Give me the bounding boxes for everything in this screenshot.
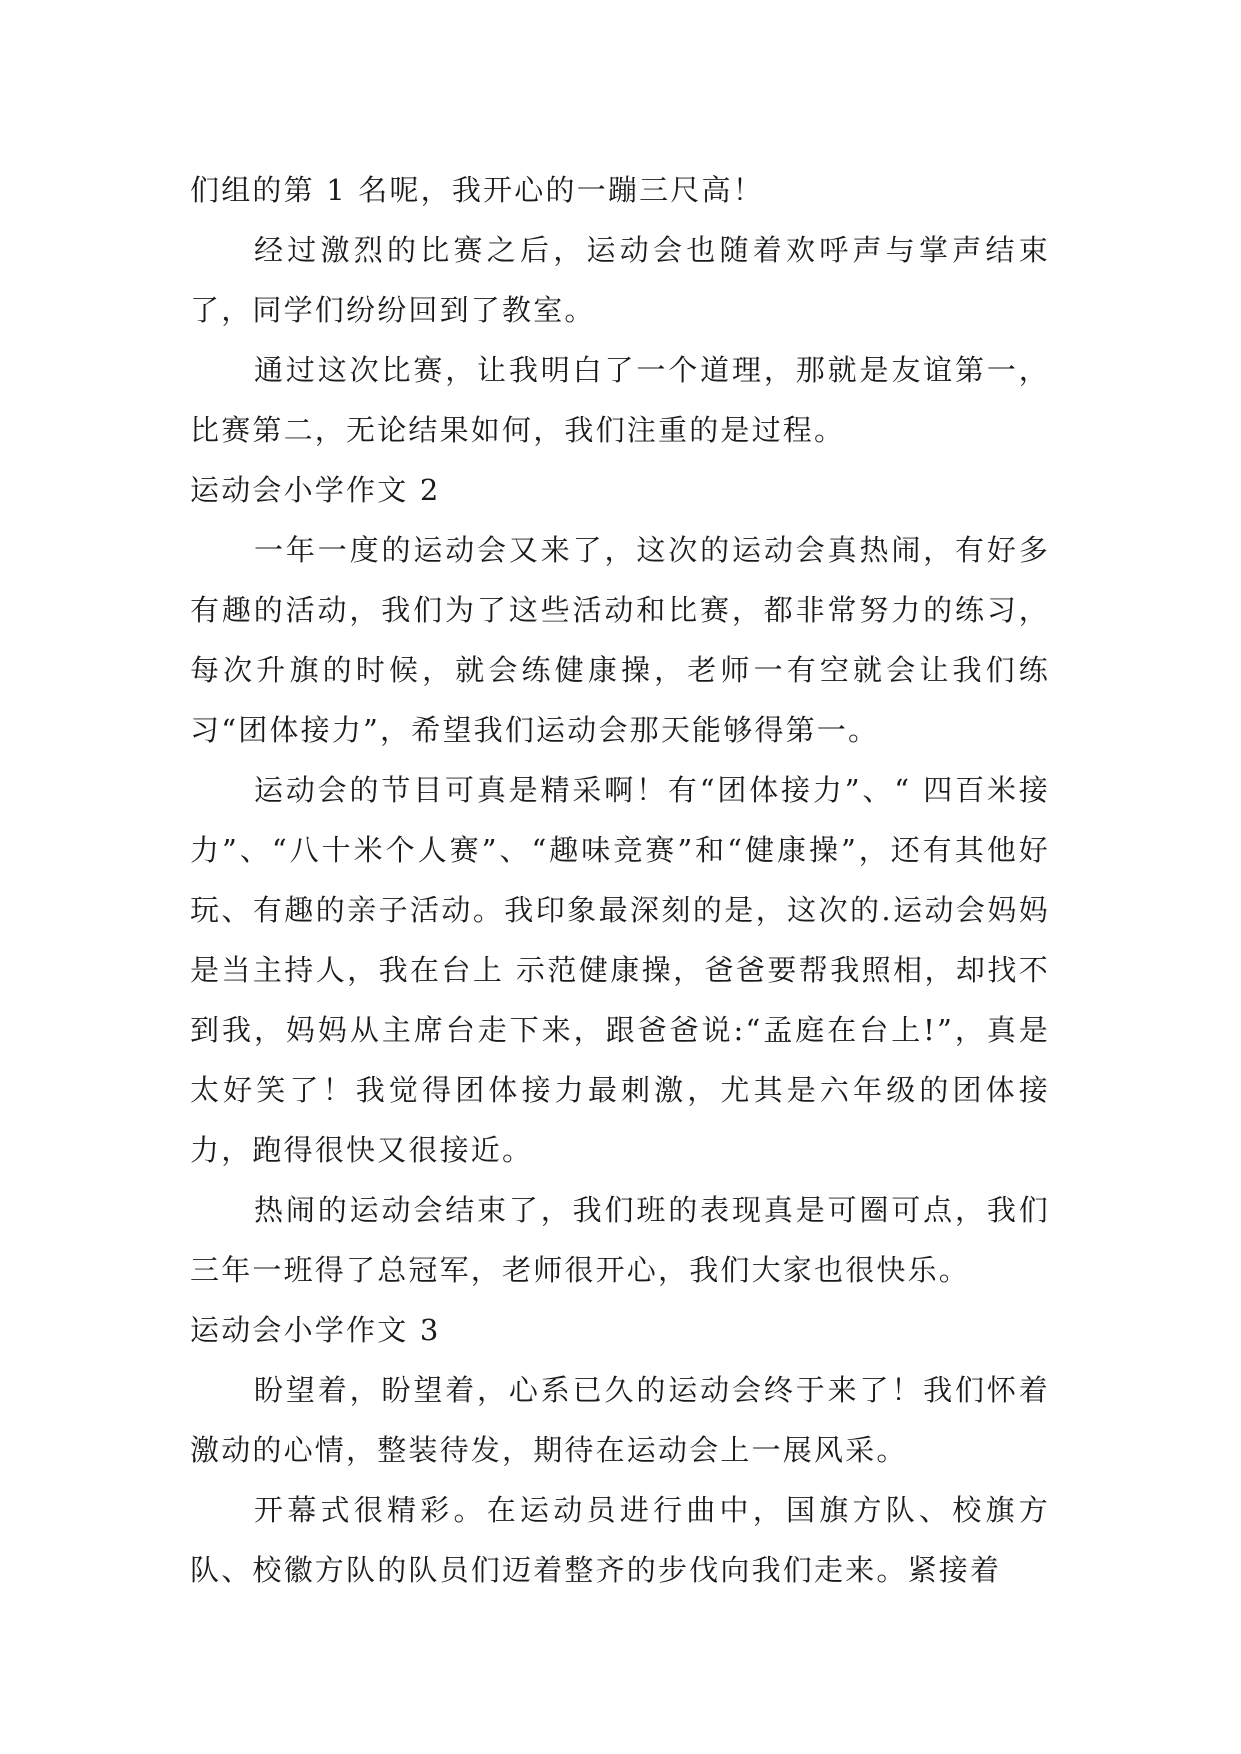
paragraph: 们组的第 1 名呢，我开心的一蹦三尺高！ (190, 173, 764, 207)
paragraph: 通过这次比赛，让我明白了一个道理，那就是友谊第一，比赛第二，无论结果如何，我们注重的是过程。 (190, 353, 1050, 447)
paragraph: 开幕式很精彩。在运动员进行曲中，国旗方队、校旗方队、校徽方队的队员们迈着整齐的步伐向我们走来。紧接着 (190, 1493, 1050, 1587)
document-body (190, 160, 1050, 1600)
paragraph: 盼望着，盼望着，心系已久的运动会终于来了！我们怀着激动的心情，整装待发，期待在运动会上一展风采。 (190, 1373, 1050, 1467)
paragraph: 一年一度的运动会又来了，这次的运动会真热闹，有好多有趣的活动，我们为了这些活动和比赛，都非常努力的练习，每次升旗的时候，就会练健康操，老师一有空就会让我们练习“团体接力”，希望我们运动会那天能够得第一。 (190, 533, 1050, 747)
section-heading: 运动会小学作文 3 (190, 1313, 441, 1347)
paragraph: 热闹的运动会结束了，我们班的表现真是可圈可点，我们三年一班得了总冠军，老师很开心，我们大家也很快乐。 (190, 1193, 1050, 1287)
section-heading: 运动会小学作文 2 (190, 473, 441, 507)
paragraph: 运动会的节目可真是精采啊！有“团体接力”、“ 四百米接力”、“八十米个人赛”、“趣味竞赛”和“健康操”，还有其他好玩、有趣的亲子活动。我印象最深刻的是，这次的.运动会妈妈是当主持人，我在台上 示范健康操，爸爸要帮我照相，却找不到我，妈妈从主席台走下来，跟爸爸说:“孟庭在台上!”，真是太好笑了！我觉得团体接力最刺激，尤其是六年级的团体接 力，跑得很快又很接近。 (190, 773, 1050, 1167)
paragraph: 经过激烈的比赛之后，运动会也随着欢呼声与掌声结束了，同学们纷纷回到了教室。 (190, 233, 1050, 327)
